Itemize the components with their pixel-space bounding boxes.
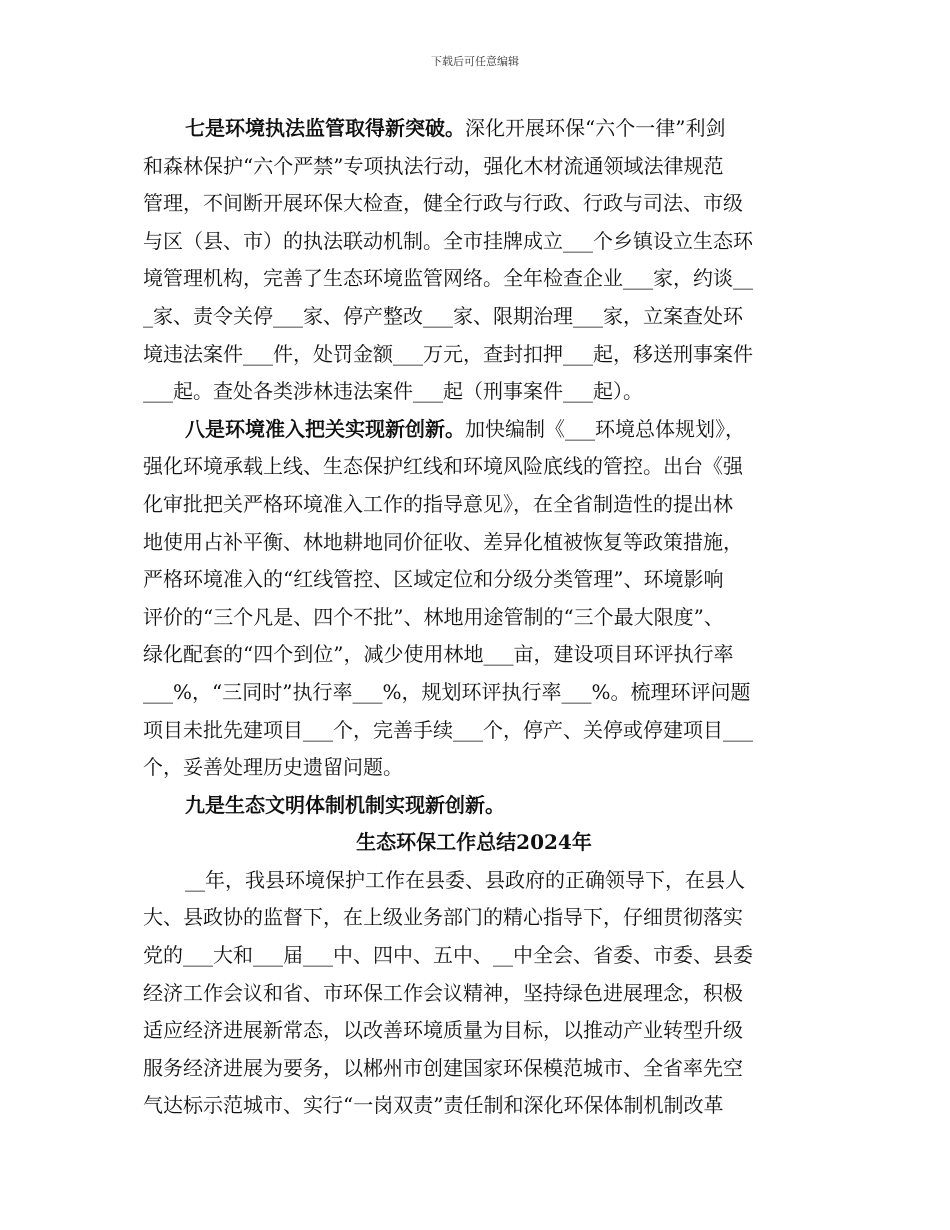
paragraph-line: 管理，不间断开展环保大检查，健全行政与行政、行政与司法、市级: [143, 191, 743, 216]
paragraph-line: 党的___大和___届___中、四中、五中、__中全会、省委、市委、县委: [143, 943, 753, 968]
paragraph-line: 严格环境准入的“红线管控、区域定位和分级分类管理”、环境影响: [143, 567, 724, 592]
paragraph-line: 评价的“三个凡是、四个不批”、林地用途管制的“三个最大限度”、: [143, 604, 724, 629]
paragraph-line: 强化环境承载上线、生态保护红线和环境风险底线的管控。出台《强: [143, 454, 743, 479]
paragraph-line: ___起。查处各类涉林违法案件___起（刑事案件___起）。: [143, 379, 643, 404]
section-heading: 七是环境执法监管取得新突破。: [185, 116, 465, 140]
paragraph-line: 项目未批先建项目___个，完善手续___个，停产、关停或停建项目___: [143, 717, 753, 742]
paragraph-line: 境违法案件___件，处罚金额___万元，查封扣押___起，移送刑事案件: [143, 341, 753, 366]
paragraph-line: ___%，“三同时”执行率___%，规划环评执行率___%。梳理环评问题: [143, 679, 751, 704]
page-header: 下载后可任意编辑: [431, 55, 519, 68]
paragraph-line: [143, 110, 823, 148]
paragraph-line: 大、县政协的监督下，在上级业务部门的精心指导下，仔细贯彻落实: [143, 905, 743, 930]
paragraph-line: 适应经济进展新常态，以改善环境质量为目标，以推动产业转型升级: [143, 1018, 743, 1043]
paragraph-line: 气达标示范城市、实行“一岗双责”责任制和深化环保体制机制改革: [143, 1093, 724, 1118]
paragraph-line: 经济工作会议和省、市环保工作会议精神，坚持绿色进展理念，积极: [143, 980, 743, 1005]
paragraph-line: 绿化配套的“四个到位”，减少使用林地___亩，建设项目环评执行率: [143, 642, 734, 667]
document-body: [143, 110, 823, 1125]
section-heading: 九是生态文明体制机制实现新创新。: [185, 792, 505, 817]
paragraph-line: 与区（县、市）的执法联动机制。全市挂牌成立___个乡镇设立生态环: [143, 228, 753, 253]
paragraph-line: 境管理机构，完善了生态环境监管网络。全年检查企业___家，约谈__: [143, 266, 753, 291]
section-heading: 八是环境准入把关实现新创新。: [185, 416, 465, 441]
paragraph-line: 地使用占补平衡、林地耕地同价征收、差异化植被恢复等政策措施，: [143, 529, 743, 554]
paragraph-line: 和森林保护“六个严禁”专项执法行动，强化木材流通领域法律规范: [143, 153, 724, 178]
document-title: 生态环保工作总结2024年: [356, 830, 592, 855]
paragraph-text: 深化开展环保“六个一律”利剑: [465, 116, 726, 140]
paragraph-line: _家、责令关停___家、停产整改___家、限期治理___家，立案查处环: [143, 303, 743, 328]
paragraph-line: 个，妥善处理历史遗留问题。: [143, 755, 403, 780]
paragraph-line: __年，我县环境保护工作在县委、县政府的正确领导下，在县人: [185, 867, 745, 892]
paragraph-line: [143, 411, 823, 449]
paragraph-text: 加快编制《___环境总体规划》，: [465, 416, 745, 441]
paragraph-line: 化审批把关严格环境准入工作的指导意见》，在全省制造性的提出林: [143, 491, 733, 516]
paragraph-line: 服务经济进展为要务，以郴州市创建国家环保模范城市、全省率先空: [143, 1055, 743, 1080]
